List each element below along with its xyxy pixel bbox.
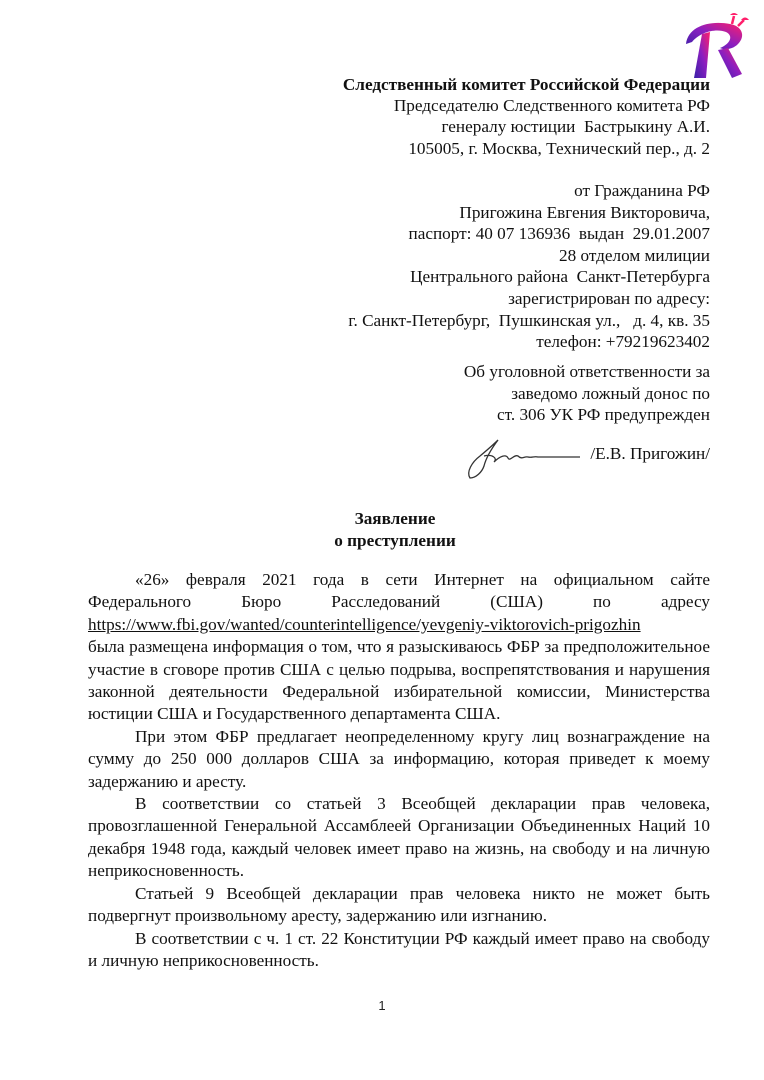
paragraph-2: При этом ФБР предлагает неопределенному кругу лиц вознаграждение на сумму до 250 000 долларов США за информацию, которая приведет к моему задержанию и аресту. <box>88 726 710 791</box>
signer-name: /Е.В. Пригожин/ <box>590 444 710 463</box>
page-number: 1 <box>378 998 386 1013</box>
paragraph-1-line-2: Федерального Бюро Расследований (США) по адресу <box>88 592 710 612</box>
sender-line: Центрального района Санкт-Петербурга <box>410 267 710 287</box>
sender-block <box>348 180 710 353</box>
sender-line: от Гражданина РФ <box>574 181 710 200</box>
paragraph-4: Статьей 9 Всеобщей декларации прав человека никто не может быть подвергнут произвольному аресту, задержанию или изгнанию. <box>88 883 710 926</box>
paragraph-1 <box>88 569 710 591</box>
sender-address: г. Санкт-Петербург, Пушкинская ул., д. 4, кв. 35 <box>348 310 710 330</box>
recipient-address: 105005, г. Москва, Технический пер., д. 2 <box>408 138 710 158</box>
handwritten-signature-icon <box>462 436 584 482</box>
title-line-2: о преступлении <box>334 530 456 550</box>
recipient-block <box>343 74 710 159</box>
sender-passport: паспорт: 40 07 136936 выдан 29.01.2007 <box>408 224 710 244</box>
sender-line: 28 отделом милиции <box>559 245 710 265</box>
warning-line: заведомо ложный донос по <box>511 383 710 403</box>
fbi-wanted-link[interactable]: https://www.fbi.gov/wanted/counterintelligence/yevgeniy-viktorovich-prigozhin <box>88 614 641 634</box>
sender-name: Пригожина Евгения Викторовича, <box>459 202 710 222</box>
warning-line: Об уголовной ответственности за <box>463 362 710 381</box>
paragraph-5: В соответствии с ч. 1 ст. 22 Конституции РФ каждый имеет право на свободу и личную неприкосновенность. <box>88 928 710 970</box>
paragraph-1-rest: была размещена информация о том, что я разыскиваюсь ФБР за предположительное участие в сговоре против США с целью подрыва, воспрепятствования и нарушения законной деятельности Федеральной избирательной комиссии, Министерства юстиции США и Государственного департамента США. <box>88 637 710 724</box>
recipient-line: генералу юстиции Бастрыкину А.И. <box>441 117 710 137</box>
signature-row <box>462 436 710 482</box>
r-letter-logo-icon <box>680 12 754 80</box>
document-title <box>0 508 764 551</box>
document-body <box>88 569 710 972</box>
liability-warning <box>464 361 710 426</box>
recipient-organization: Следственный комитет Российской Федерации <box>342 75 710 94</box>
paragraph-1-line-1: «26» февраля 2021 года в сети Интернет на официальном сайте <box>135 570 710 589</box>
sender-phone: телефон: +79219623402 <box>536 332 710 352</box>
paragraph-1-cont <box>88 591 710 725</box>
warning-line: ст. 306 УК РФ предупрежден <box>497 405 710 425</box>
title-line-1: Заявление <box>354 509 436 528</box>
paragraph-3: В соответствии со статьей 3 Всеобщей декларации прав человека, провозглашенной Генеральной Ассамблеей Организации Объединенных Наций 10 декабря 1948 года, каждый человек имеет право на жизнь, на свободу и на личную неприкосновенность. <box>88 794 710 881</box>
sender-line: зарегистрирован по адресу: <box>508 288 710 308</box>
recipient-line: Председателю Следственного комитета РФ <box>393 96 710 116</box>
